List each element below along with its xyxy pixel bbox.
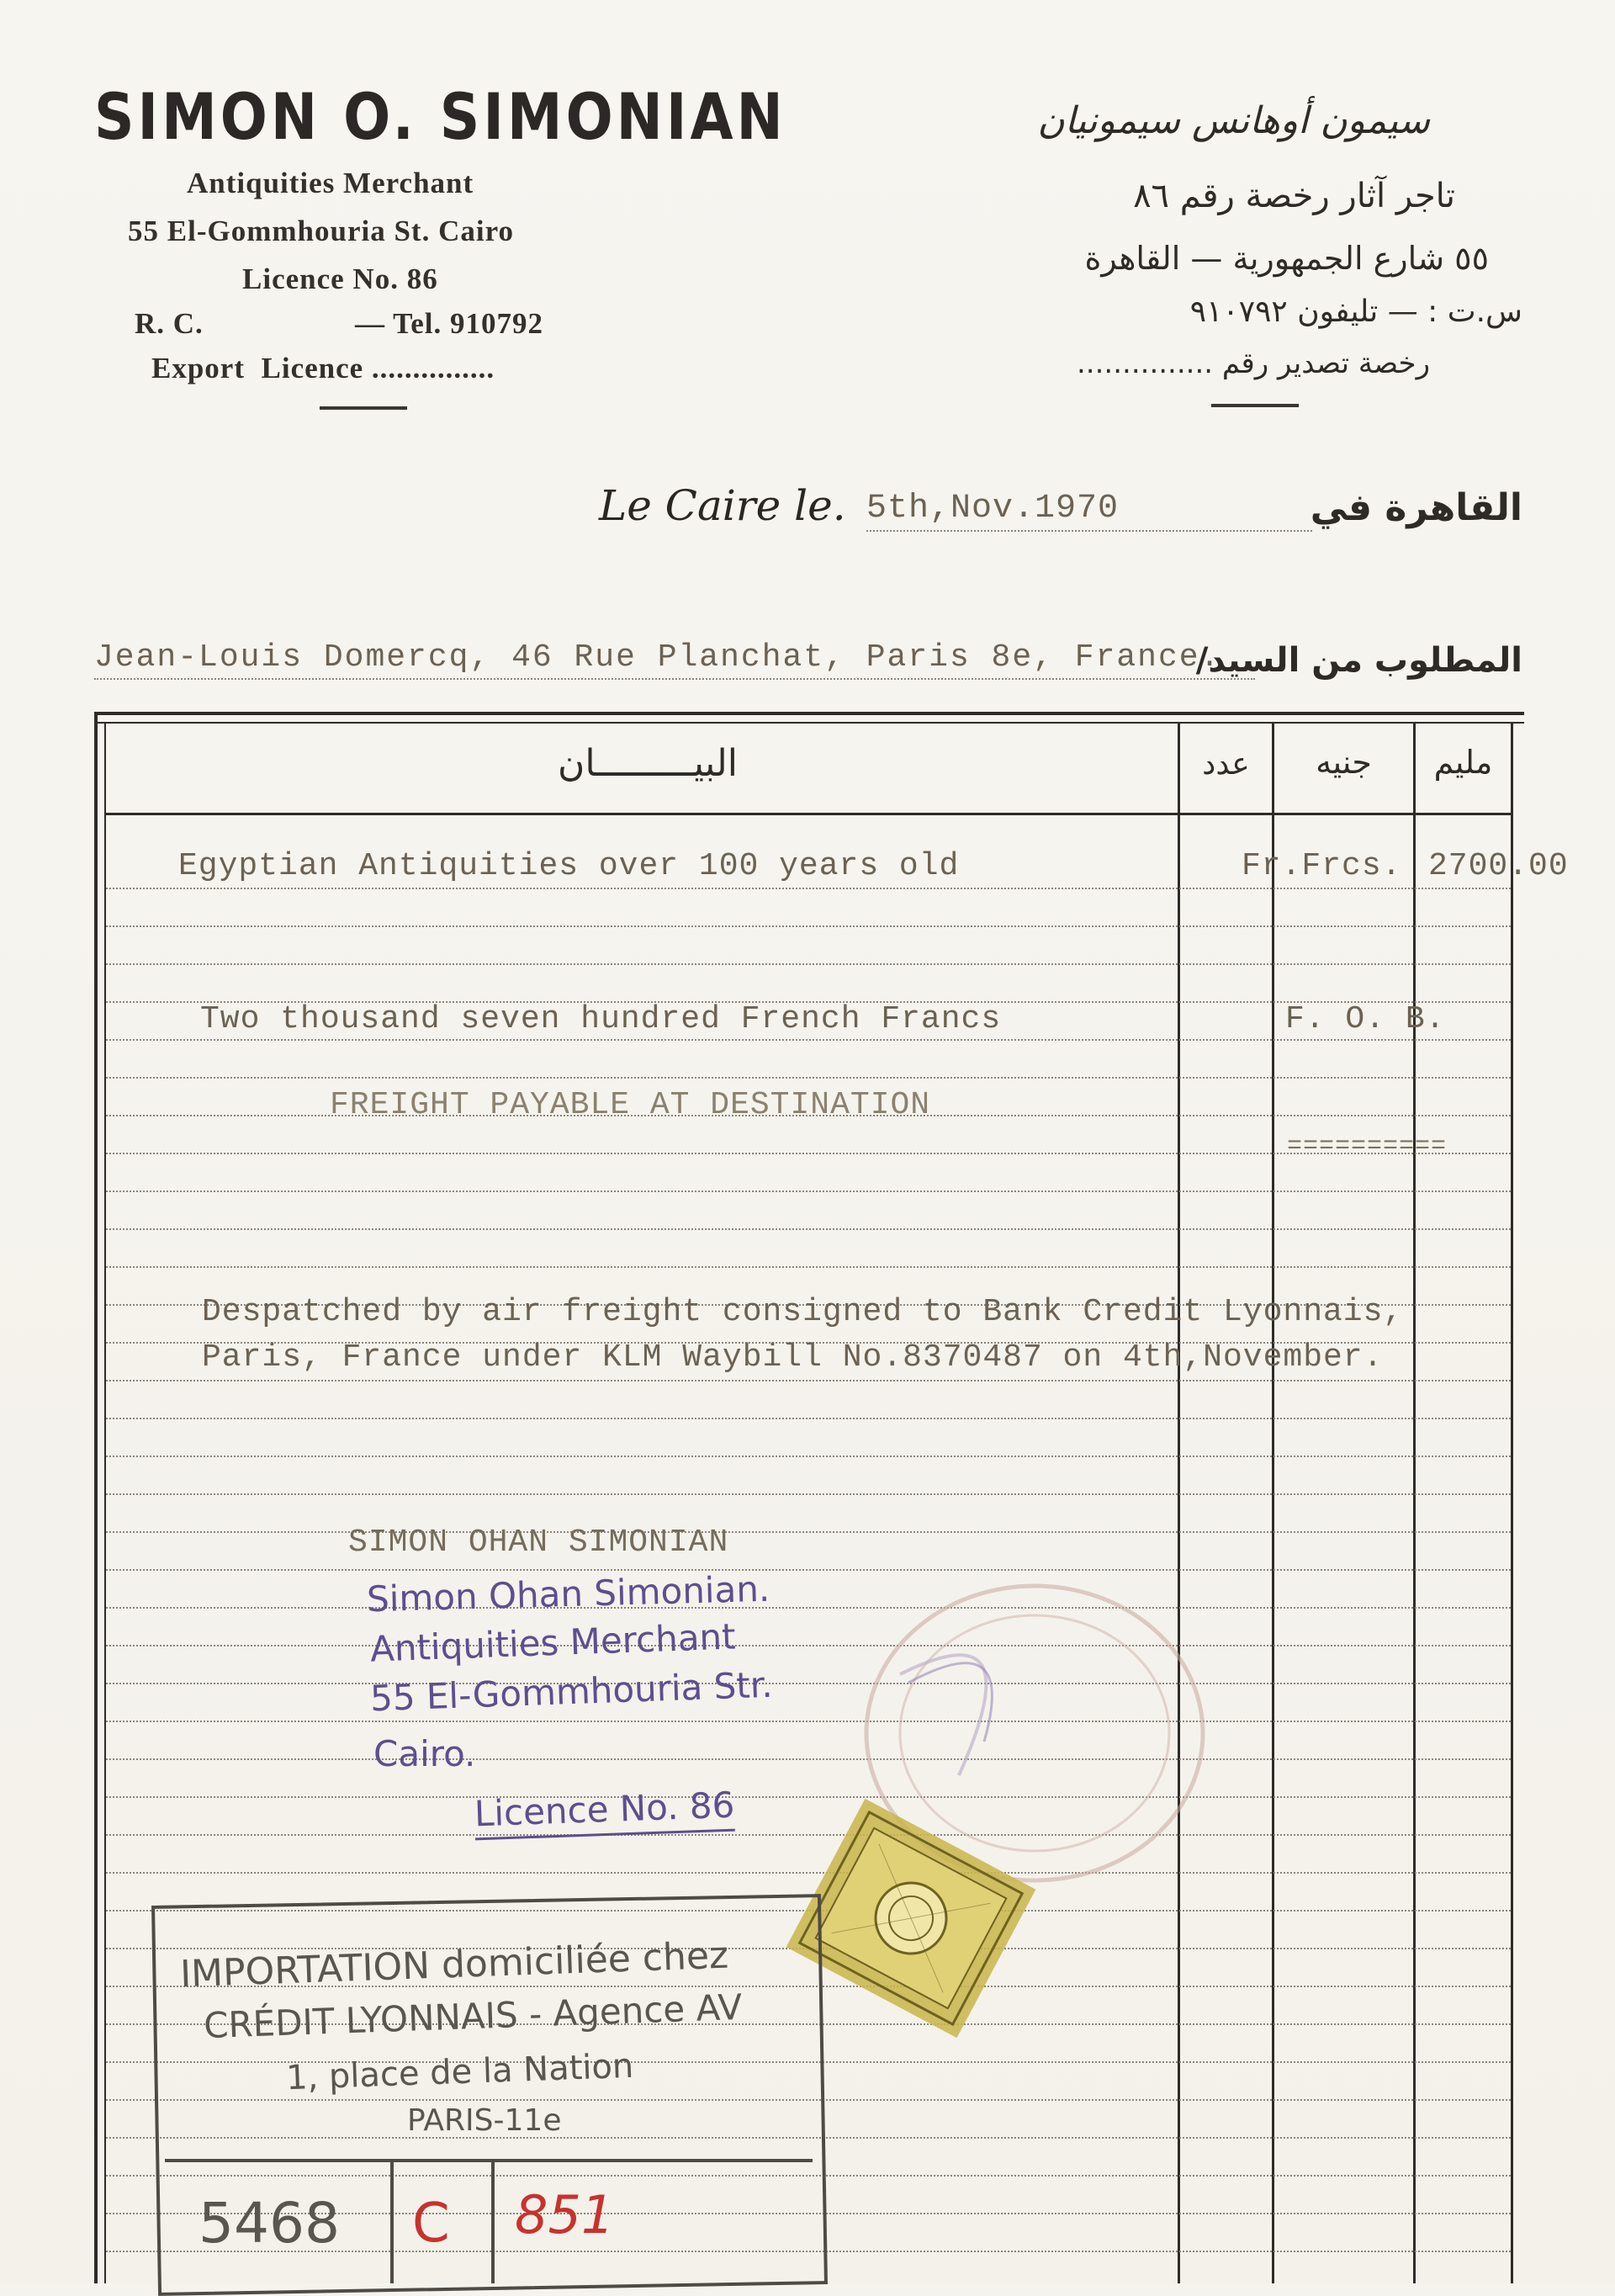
merchant-name: SIMON O. SIMONIAN xyxy=(94,80,786,155)
merchant-export-licence-ar: رخصة تصدير رقم ............... xyxy=(1076,347,1430,380)
table-right-border xyxy=(1511,722,1513,2283)
ruled-line xyxy=(106,1645,1511,1646)
item-currency: Fr.Frcs. xyxy=(1242,848,1402,884)
stamp-line-city: Cairo. xyxy=(373,1733,476,1774)
ruled-line xyxy=(106,1077,1511,1079)
ruled-line xyxy=(106,1418,1511,1419)
ruled-line xyxy=(106,1190,1511,1192)
merchant-address-ar: ٥٥ شارع الجمهورية — القاهرة xyxy=(1084,240,1489,277)
merchant-title: Antiquities Merchant xyxy=(187,167,474,199)
date-label-ar: القاهرة في xyxy=(1310,486,1522,529)
item-description: Egyptian Antiquities over 100 years old xyxy=(178,848,960,884)
header-pounds-ar: جنيه xyxy=(1316,744,1372,781)
table-left-border-inner xyxy=(104,722,106,2283)
bank-stamp-line-3: 1, place de la Nation xyxy=(285,2046,635,2098)
table-col-millimes-divider xyxy=(1413,722,1416,2283)
table-col-pounds-divider xyxy=(1272,722,1274,2283)
ruled-line xyxy=(106,925,1511,927)
merchant-title-ar: تاجر آثار رخصة رقم ٨٦ xyxy=(1133,177,1455,215)
bank-stamp-line-4: PARIS-11e xyxy=(407,2103,562,2138)
table-top-border xyxy=(94,712,1524,715)
delivery-terms: F. O. B. xyxy=(1285,1001,1446,1037)
header-rule-left xyxy=(320,406,407,410)
ruled-line xyxy=(106,1493,1511,1495)
merchant-export-licence: Export Licence ............... xyxy=(151,352,495,384)
item-amount: 2700.00 xyxy=(1428,848,1569,884)
ruled-line xyxy=(106,1456,1511,1457)
typed-signatory: SIMON OHAN SIMONIAN xyxy=(348,1524,729,1561)
header-qty-ar: عدد xyxy=(1202,747,1250,782)
stamp-line-licence: Licence No. 86 xyxy=(474,1784,735,1841)
ruled-line xyxy=(106,1531,1511,1533)
date-value: 5th,Nov.1970 xyxy=(866,490,1120,528)
bank-stamp-line-2: CRÉDIT LYONNAIS - Agence AV xyxy=(203,1986,744,2047)
despatch-line-2: Paris, France under KLM Waybill No.8370487 on 4th,November. xyxy=(202,1339,1384,1376)
bank-stamp-number: 5468 xyxy=(199,2191,340,2256)
bank-stamp-letter: C xyxy=(412,2193,450,2255)
amount-in-words: Two thousand seven hundred French Francs xyxy=(200,1001,1002,1037)
ruled-line xyxy=(106,1721,1511,1722)
ruled-line xyxy=(106,1758,1511,1760)
bank-stamp-divider xyxy=(165,2159,813,2162)
stamp-line-name: Simon Ohan Simonian. xyxy=(366,1567,770,1620)
bank-stamp-cell-divider-2 xyxy=(491,2159,495,2283)
recipient-value: Jean-Louis Domercq, 46 Rue Planchat, Paris 8e, France. xyxy=(94,639,1221,676)
table-header-rule xyxy=(104,813,1512,815)
table-left-border xyxy=(94,712,98,2283)
merchant-licence: Licence No. 86 xyxy=(242,262,438,295)
stamp-line-title: Antiquities Merchant xyxy=(369,1615,737,1670)
ruled-line xyxy=(106,888,1511,889)
bank-stamp-handwritten: 851 xyxy=(515,2184,615,2246)
ruled-line xyxy=(106,1834,1511,1836)
ruled-line xyxy=(106,1683,1511,1684)
despatch-line-1: Despatched by air freight consigned to Bank Credit Lyonnais, xyxy=(202,1294,1404,1330)
stamp-line-address: 55 El-Gommhouria Str. xyxy=(369,1663,774,1720)
ruled-line xyxy=(106,1607,1511,1609)
merchant-tel: — Tel. 910792 xyxy=(355,307,544,340)
ruled-line xyxy=(106,1569,1511,1571)
ruled-line xyxy=(106,963,1511,965)
ruled-line xyxy=(106,1039,1511,1041)
header-millimes-ar: مليم xyxy=(1433,744,1493,781)
ruled-line xyxy=(106,1872,1511,1874)
table-top-border-inner xyxy=(94,722,1524,724)
date-dotted-line xyxy=(866,530,1312,532)
total-double-rule: ========== xyxy=(1287,1132,1448,1161)
merchant-address: 55 El-Gommhouria St. Cairo xyxy=(128,215,514,247)
ruled-line xyxy=(106,1266,1511,1268)
ruled-line xyxy=(106,1796,1511,1798)
recipient-label-ar: المطلوب من السيد/ xyxy=(1195,641,1522,680)
header-description-ar: البيـــــــــان xyxy=(558,742,738,785)
header-rule-right xyxy=(1211,404,1299,407)
ruled-line xyxy=(106,1228,1511,1230)
merchant-rc-tel-ar: س.ت : — تليفون ٩١٠٧٩٢ xyxy=(1189,294,1522,329)
bank-stamp-cell-divider-1 xyxy=(390,2159,394,2283)
merchant-name-ar: سيمون أوهانس سيمونيان xyxy=(1037,99,1430,142)
ruled-line xyxy=(106,1380,1511,1381)
recipient-dotted-line xyxy=(94,678,1255,680)
merchant-rc: R. C. xyxy=(135,307,204,340)
table-col-qty-divider xyxy=(1178,722,1180,2283)
bank-stamp-line-1: IMPORTATION domiciliée chez xyxy=(179,1933,729,1996)
date-prefix: Le Caire le. xyxy=(599,481,846,530)
freight-terms: FREIGHT PAYABLE AT DESTINATION xyxy=(330,1087,931,1123)
